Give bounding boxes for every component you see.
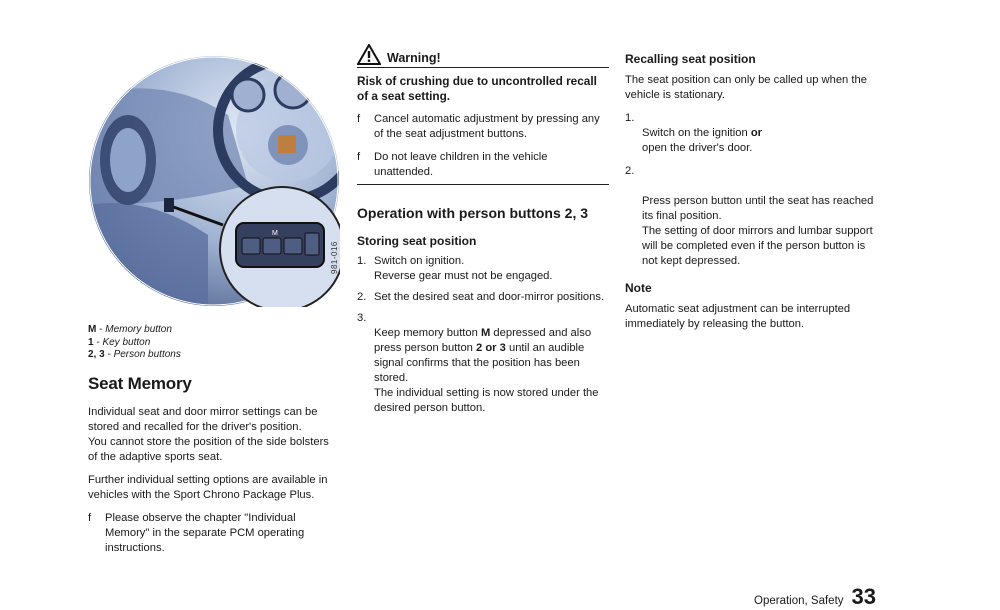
door-panel-drawing xyxy=(88,55,340,307)
right-column xyxy=(625,52,877,332)
caption-line: M - Memory button xyxy=(88,324,172,335)
middle-column xyxy=(357,43,609,416)
note-text: Automatic seat adjustment can be interrupted immediately by releasing the button. xyxy=(625,303,851,330)
footer-section: Operation, Safety xyxy=(754,595,844,607)
warning-triangle-icon xyxy=(357,44,381,65)
note-heading: Note xyxy=(625,281,652,295)
recalling-step-2: 2. Press person button until the seat has reached its final position. The setting of door mirrors and lumbar support will be completed even if the person button is not kept depressed. xyxy=(625,165,874,267)
page-title: Seat Memory xyxy=(88,374,192,393)
warning-box xyxy=(357,68,609,185)
warning-title: Warning! xyxy=(387,51,441,65)
seat-memory-body xyxy=(88,405,338,556)
memory-button-label: M xyxy=(272,230,278,237)
warning-header xyxy=(357,43,609,68)
storing-step-3: 3. Keep memory button M depressed and also press person button 2 or 3 until an audible signal confirms that the position has been stored. The individual setting is now stored under the desired person button. xyxy=(357,312,599,414)
bullet-marker: f xyxy=(88,512,92,524)
warning-lead: Risk of crushing due to uncontrolled recall of a seat setting. xyxy=(357,74,597,103)
page-number: 33 xyxy=(851,584,876,609)
recalling-intro: The seat position can only be called up when the vehicle is stationary. xyxy=(625,74,867,101)
storing-heading: Storing seat position xyxy=(357,234,477,248)
storing-step-2: 2. Set the desired seat and door-mirror positions. xyxy=(357,291,605,303)
caption-line: 1 - Key button xyxy=(88,336,151,348)
operation-heading: Operation with person buttons 2, 3 xyxy=(357,205,589,221)
figure-caption xyxy=(88,324,181,362)
intro-paragraph: Individual seat and door mirror settings can be stored and recalled for the driver's position. You cannot store the position of the side bolsters of the adaptive sports seat. xyxy=(88,406,329,463)
recalling-heading: Recalling seat position xyxy=(625,52,756,66)
storing-step-1: 1. Switch on ignition. Reverse gear must not be engaged. xyxy=(357,255,553,282)
sport-chrono-paragraph: Further individual setting options are available in vehicles with the Sport Chrono Package Plus. xyxy=(88,474,328,501)
figure-reference: 981-016 xyxy=(330,241,339,274)
recalling-step-1: 1. Switch on the ignition or open the driver's door. xyxy=(625,112,763,154)
warning-bullet: f Do not leave children in the vehicle unattended. xyxy=(357,151,548,178)
warning-bullet: f Cancel automatic adjustment by pressing any of the seat adjustment buttons. xyxy=(357,113,600,140)
caption-line: 2, 3 - Person buttons xyxy=(88,349,181,360)
page-footer xyxy=(754,584,876,610)
pcm-bullet: f Please observe the chapter "Individual Memory" in the separate PCM operating instructions. xyxy=(88,512,305,554)
seat-memory-illustration xyxy=(88,55,340,307)
